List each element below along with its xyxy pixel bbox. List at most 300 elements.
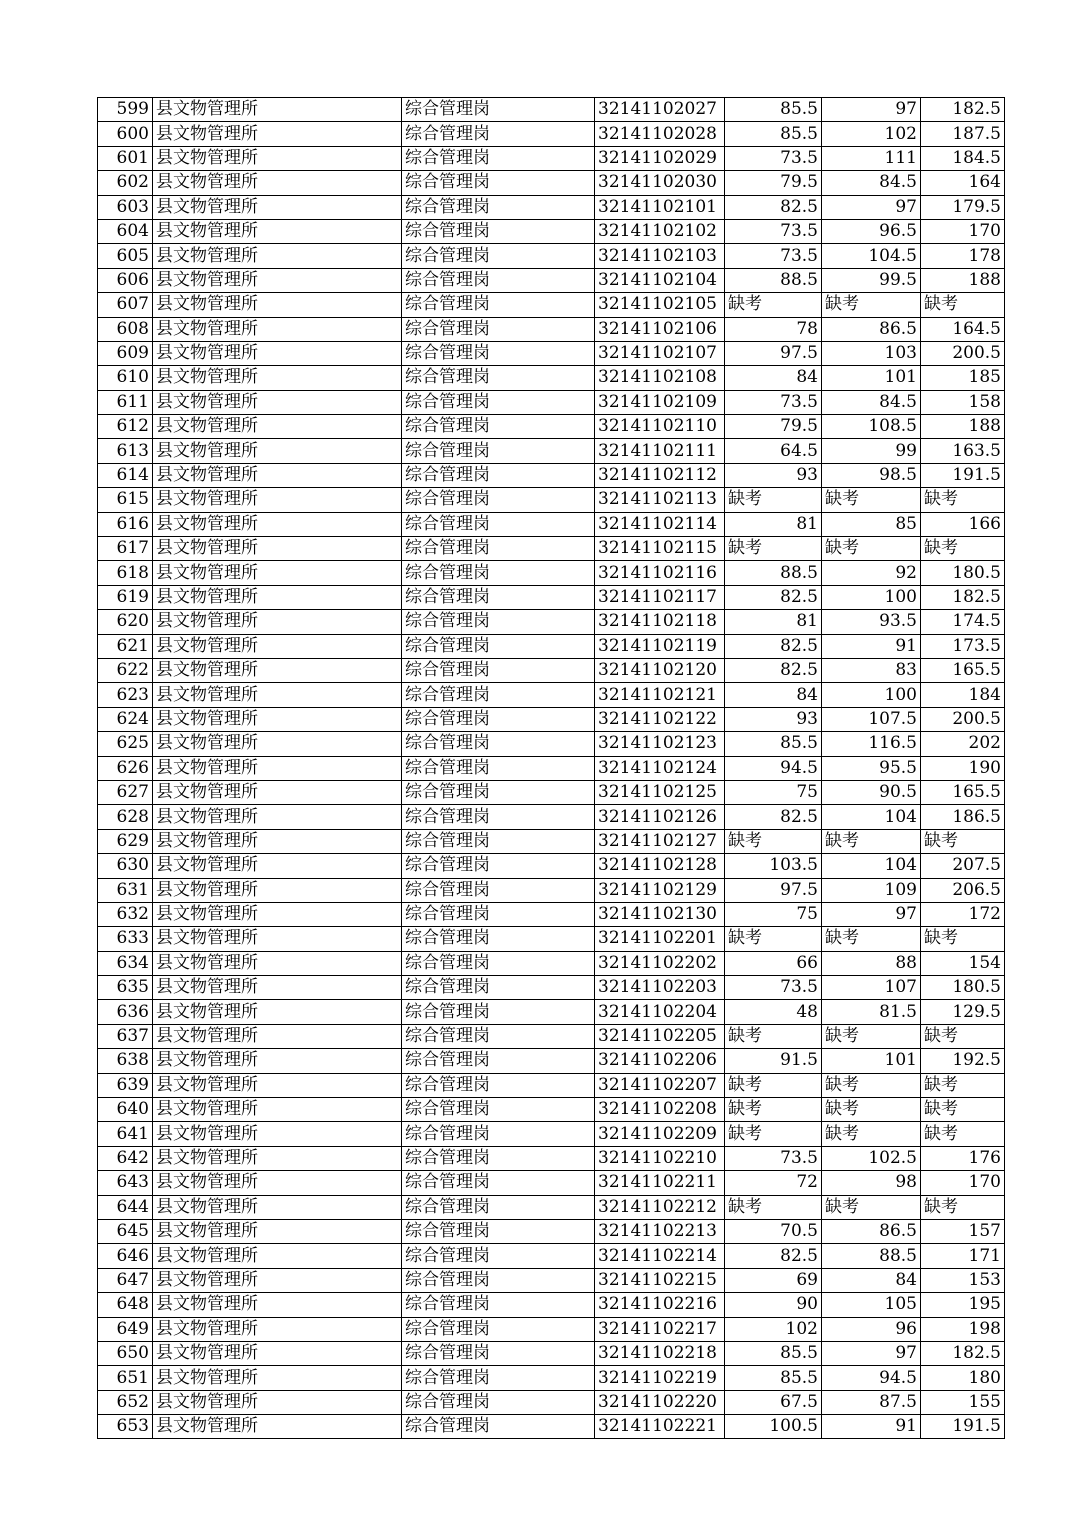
score-2-cell: 缺考 bbox=[822, 927, 921, 951]
table-row bbox=[98, 537, 1005, 561]
row-number-cell: 611 bbox=[98, 390, 153, 414]
total-score-cell: 185 bbox=[921, 366, 1005, 390]
table-row bbox=[98, 927, 1005, 951]
score-2-cell: 缺考 bbox=[822, 488, 921, 512]
score-1-cell: 81 bbox=[725, 610, 822, 634]
table-row bbox=[98, 829, 1005, 853]
total-score-cell: 176 bbox=[921, 1146, 1005, 1170]
unit-cell: 县文物管理所 bbox=[153, 707, 402, 731]
ticket-number-cell: 32141102217 bbox=[595, 1317, 725, 1341]
table-row bbox=[98, 317, 1005, 341]
row-number-cell: 616 bbox=[98, 512, 153, 536]
row-number-cell: 615 bbox=[98, 488, 153, 512]
row-number-cell: 628 bbox=[98, 805, 153, 829]
unit-cell: 县文物管理所 bbox=[153, 171, 402, 195]
score-2-cell: 90.5 bbox=[822, 780, 921, 804]
score-1-cell: 缺考 bbox=[725, 1122, 822, 1146]
post-cell: 综合管理岗 bbox=[402, 1268, 595, 1292]
ticket-number-cell: 32141102207 bbox=[595, 1073, 725, 1097]
table-row bbox=[98, 1415, 1005, 1439]
row-number-cell: 651 bbox=[98, 1366, 153, 1390]
post-cell: 综合管理岗 bbox=[402, 561, 595, 585]
unit-cell: 县文物管理所 bbox=[153, 1268, 402, 1292]
score-1-cell: 85.5 bbox=[725, 1366, 822, 1390]
post-cell: 综合管理岗 bbox=[402, 244, 595, 268]
table-row bbox=[98, 854, 1005, 878]
table-row bbox=[98, 146, 1005, 170]
ticket-number-cell: 32141102129 bbox=[595, 878, 725, 902]
score-2-cell: 缺考 bbox=[822, 1073, 921, 1097]
score-1-cell: 103.5 bbox=[725, 854, 822, 878]
post-cell: 综合管理岗 bbox=[402, 1195, 595, 1219]
score-1-cell: 缺考 bbox=[725, 1073, 822, 1097]
ticket-number-cell: 32141102112 bbox=[595, 463, 725, 487]
post-cell: 综合管理岗 bbox=[402, 122, 595, 146]
score-2-cell: 83 bbox=[822, 658, 921, 682]
score-2-cell: 102 bbox=[822, 122, 921, 146]
row-number-cell: 640 bbox=[98, 1098, 153, 1122]
total-score-cell: 157 bbox=[921, 1219, 1005, 1243]
row-number-cell: 631 bbox=[98, 878, 153, 902]
post-cell: 综合管理岗 bbox=[402, 268, 595, 292]
row-number-cell: 646 bbox=[98, 1244, 153, 1268]
unit-cell: 县文物管理所 bbox=[153, 732, 402, 756]
table-row bbox=[98, 122, 1005, 146]
unit-cell: 县文物管理所 bbox=[153, 1073, 402, 1097]
ticket-number-cell: 32141102202 bbox=[595, 951, 725, 975]
row-number-cell: 645 bbox=[98, 1219, 153, 1243]
total-score-cell: 170 bbox=[921, 219, 1005, 243]
score-1-cell: 82.5 bbox=[725, 805, 822, 829]
ticket-number-cell: 32141102120 bbox=[595, 658, 725, 682]
total-score-cell: 缺考 bbox=[921, 927, 1005, 951]
score-2-cell: 107.5 bbox=[822, 707, 921, 731]
row-number-cell: 653 bbox=[98, 1415, 153, 1439]
unit-cell: 县文物管理所 bbox=[153, 1244, 402, 1268]
score-1-cell: 66 bbox=[725, 951, 822, 975]
table-body bbox=[98, 98, 1005, 1439]
unit-cell: 县文物管理所 bbox=[153, 390, 402, 414]
score-1-cell: 88.5 bbox=[725, 561, 822, 585]
score-1-cell: 81 bbox=[725, 512, 822, 536]
row-number-cell: 609 bbox=[98, 341, 153, 365]
unit-cell: 县文物管理所 bbox=[153, 1098, 402, 1122]
unit-cell: 县文物管理所 bbox=[153, 1219, 402, 1243]
post-cell: 综合管理岗 bbox=[402, 610, 595, 634]
post-cell: 综合管理岗 bbox=[402, 1366, 595, 1390]
post-cell: 综合管理岗 bbox=[402, 1219, 595, 1243]
score-2-cell: 缺考 bbox=[822, 829, 921, 853]
post-cell: 综合管理岗 bbox=[402, 585, 595, 609]
score-1-cell: 85.5 bbox=[725, 122, 822, 146]
table-row bbox=[98, 463, 1005, 487]
ticket-number-cell: 32141102212 bbox=[595, 1195, 725, 1219]
post-cell: 综合管理岗 bbox=[402, 756, 595, 780]
unit-cell: 县文物管理所 bbox=[153, 439, 402, 463]
ticket-number-cell: 32141102213 bbox=[595, 1219, 725, 1243]
total-score-cell: 155 bbox=[921, 1390, 1005, 1414]
unit-cell: 县文物管理所 bbox=[153, 268, 402, 292]
score-1-cell: 85.5 bbox=[725, 98, 822, 122]
total-score-cell: 158 bbox=[921, 390, 1005, 414]
score-1-cell: 缺考 bbox=[725, 927, 822, 951]
total-score-cell: 缺考 bbox=[921, 488, 1005, 512]
post-cell: 综合管理岗 bbox=[402, 219, 595, 243]
row-number-cell: 642 bbox=[98, 1146, 153, 1170]
score-2-cell: 88.5 bbox=[822, 1244, 921, 1268]
post-cell: 综合管理岗 bbox=[402, 439, 595, 463]
score-1-cell: 73.5 bbox=[725, 390, 822, 414]
ticket-number-cell: 32141102111 bbox=[595, 439, 725, 463]
unit-cell: 县文物管理所 bbox=[153, 293, 402, 317]
score-1-cell: 缺考 bbox=[725, 1024, 822, 1048]
post-cell: 综合管理岗 bbox=[402, 1049, 595, 1073]
score-2-cell: 107 bbox=[822, 976, 921, 1000]
score-2-cell: 96 bbox=[822, 1317, 921, 1341]
score-2-cell: 95.5 bbox=[822, 756, 921, 780]
ticket-number-cell: 32141102126 bbox=[595, 805, 725, 829]
score-2-cell: 94.5 bbox=[822, 1366, 921, 1390]
score-2-cell: 91 bbox=[822, 634, 921, 658]
post-cell: 综合管理岗 bbox=[402, 902, 595, 926]
score-2-cell: 98 bbox=[822, 1171, 921, 1195]
score-2-cell: 缺考 bbox=[822, 1122, 921, 1146]
total-score-cell: 缺考 bbox=[921, 1122, 1005, 1146]
table-row bbox=[98, 634, 1005, 658]
total-score-cell: 186.5 bbox=[921, 805, 1005, 829]
row-number-cell: 650 bbox=[98, 1341, 153, 1365]
table-row bbox=[98, 171, 1005, 195]
score-2-cell: 93.5 bbox=[822, 610, 921, 634]
post-cell: 综合管理岗 bbox=[402, 98, 595, 122]
score-2-cell: 缺考 bbox=[822, 537, 921, 561]
row-number-cell: 630 bbox=[98, 854, 153, 878]
row-number-cell: 639 bbox=[98, 1073, 153, 1097]
ticket-number-cell: 32141102114 bbox=[595, 512, 725, 536]
score-1-cell: 48 bbox=[725, 1000, 822, 1024]
score-1-cell: 100.5 bbox=[725, 1415, 822, 1439]
score-1-cell: 79.5 bbox=[725, 415, 822, 439]
unit-cell: 县文物管理所 bbox=[153, 780, 402, 804]
ticket-number-cell: 32141102201 bbox=[595, 927, 725, 951]
unit-cell: 县文物管理所 bbox=[153, 756, 402, 780]
row-number-cell: 643 bbox=[98, 1171, 153, 1195]
table-row bbox=[98, 195, 1005, 219]
total-score-cell: 192.5 bbox=[921, 1049, 1005, 1073]
total-score-cell: 184.5 bbox=[921, 146, 1005, 170]
ticket-number-cell: 32141102121 bbox=[595, 683, 725, 707]
score-1-cell: 73.5 bbox=[725, 976, 822, 1000]
ticket-number-cell: 32141102218 bbox=[595, 1341, 725, 1365]
table-row bbox=[98, 1390, 1005, 1414]
post-cell: 综合管理岗 bbox=[402, 341, 595, 365]
score-2-cell: 111 bbox=[822, 146, 921, 170]
unit-cell: 县文物管理所 bbox=[153, 1122, 402, 1146]
score-2-cell: 116.5 bbox=[822, 732, 921, 756]
score-2-cell: 84.5 bbox=[822, 390, 921, 414]
score-1-cell: 缺考 bbox=[725, 1195, 822, 1219]
table-row bbox=[98, 1317, 1005, 1341]
unit-cell: 县文物管理所 bbox=[153, 537, 402, 561]
total-score-cell: 180 bbox=[921, 1366, 1005, 1390]
score-1-cell: 93 bbox=[725, 463, 822, 487]
row-number-cell: 641 bbox=[98, 1122, 153, 1146]
score-2-cell: 84 bbox=[822, 1268, 921, 1292]
score-1-cell: 82.5 bbox=[725, 634, 822, 658]
table-row bbox=[98, 732, 1005, 756]
ticket-number-cell: 32141102122 bbox=[595, 707, 725, 731]
table-row bbox=[98, 268, 1005, 292]
score-2-cell: 109 bbox=[822, 878, 921, 902]
score-2-cell: 97 bbox=[822, 1341, 921, 1365]
score-2-cell: 86.5 bbox=[822, 1219, 921, 1243]
unit-cell: 县文物管理所 bbox=[153, 341, 402, 365]
total-score-cell: 180.5 bbox=[921, 976, 1005, 1000]
ticket-number-cell: 32141102107 bbox=[595, 341, 725, 365]
post-cell: 综合管理岗 bbox=[402, 732, 595, 756]
total-score-cell: 170 bbox=[921, 1171, 1005, 1195]
total-score-cell: 173.5 bbox=[921, 634, 1005, 658]
row-number-cell: 605 bbox=[98, 244, 153, 268]
row-number-cell: 607 bbox=[98, 293, 153, 317]
score-1-cell: 90 bbox=[725, 1293, 822, 1317]
total-score-cell: 191.5 bbox=[921, 1415, 1005, 1439]
post-cell: 综合管理岗 bbox=[402, 1341, 595, 1365]
score-1-cell: 73.5 bbox=[725, 219, 822, 243]
row-number-cell: 604 bbox=[98, 219, 153, 243]
score-2-cell: 104 bbox=[822, 805, 921, 829]
post-cell: 综合管理岗 bbox=[402, 1390, 595, 1414]
table-row bbox=[98, 658, 1005, 682]
ticket-number-cell: 32141102128 bbox=[595, 854, 725, 878]
total-score-cell: 206.5 bbox=[921, 878, 1005, 902]
total-score-cell: 164 bbox=[921, 171, 1005, 195]
total-score-cell: 165.5 bbox=[921, 780, 1005, 804]
ticket-number-cell: 32141102108 bbox=[595, 366, 725, 390]
row-number-cell: 619 bbox=[98, 585, 153, 609]
score-1-cell: 75 bbox=[725, 902, 822, 926]
post-cell: 综合管理岗 bbox=[402, 1171, 595, 1195]
table-row bbox=[98, 1195, 1005, 1219]
score-2-cell: 104 bbox=[822, 854, 921, 878]
score-2-cell: 96.5 bbox=[822, 219, 921, 243]
unit-cell: 县文物管理所 bbox=[153, 146, 402, 170]
post-cell: 综合管理岗 bbox=[402, 829, 595, 853]
total-score-cell: 200.5 bbox=[921, 707, 1005, 731]
score-1-cell: 79.5 bbox=[725, 171, 822, 195]
total-score-cell: 缺考 bbox=[921, 293, 1005, 317]
total-score-cell: 182.5 bbox=[921, 585, 1005, 609]
total-score-cell: 129.5 bbox=[921, 1000, 1005, 1024]
total-score-cell: 178 bbox=[921, 244, 1005, 268]
unit-cell: 县文物管理所 bbox=[153, 1390, 402, 1414]
table-row bbox=[98, 585, 1005, 609]
score-2-cell: 缺考 bbox=[822, 1195, 921, 1219]
post-cell: 综合管理岗 bbox=[402, 683, 595, 707]
unit-cell: 县文物管理所 bbox=[153, 195, 402, 219]
score-1-cell: 91.5 bbox=[725, 1049, 822, 1073]
score-1-cell: 72 bbox=[725, 1171, 822, 1195]
row-number-cell: 603 bbox=[98, 195, 153, 219]
score-2-cell: 86.5 bbox=[822, 317, 921, 341]
post-cell: 综合管理岗 bbox=[402, 927, 595, 951]
table-row bbox=[98, 1366, 1005, 1390]
score-2-cell: 87.5 bbox=[822, 1390, 921, 1414]
ticket-number-cell: 32141102118 bbox=[595, 610, 725, 634]
total-score-cell: 缺考 bbox=[921, 1195, 1005, 1219]
unit-cell: 县文物管理所 bbox=[153, 1000, 402, 1024]
total-score-cell: 191.5 bbox=[921, 463, 1005, 487]
table-row bbox=[98, 805, 1005, 829]
post-cell: 综合管理岗 bbox=[402, 805, 595, 829]
table-row bbox=[98, 756, 1005, 780]
unit-cell: 县文物管理所 bbox=[153, 1317, 402, 1341]
post-cell: 综合管理岗 bbox=[402, 488, 595, 512]
table-row bbox=[98, 1122, 1005, 1146]
table-row bbox=[98, 1073, 1005, 1097]
score-1-cell: 85.5 bbox=[725, 1341, 822, 1365]
ticket-number-cell: 32141102119 bbox=[595, 634, 725, 658]
total-score-cell: 200.5 bbox=[921, 341, 1005, 365]
row-number-cell: 621 bbox=[98, 634, 153, 658]
score-2-cell: 97 bbox=[822, 98, 921, 122]
row-number-cell: 632 bbox=[98, 902, 153, 926]
post-cell: 综合管理岗 bbox=[402, 658, 595, 682]
table-row bbox=[98, 1293, 1005, 1317]
total-score-cell: 184 bbox=[921, 683, 1005, 707]
unit-cell: 县文物管理所 bbox=[153, 829, 402, 853]
unit-cell: 县文物管理所 bbox=[153, 1366, 402, 1390]
ticket-number-cell: 32141102116 bbox=[595, 561, 725, 585]
score-1-cell: 75 bbox=[725, 780, 822, 804]
score-1-cell: 73.5 bbox=[725, 1146, 822, 1170]
ticket-number-cell: 32141102211 bbox=[595, 1171, 725, 1195]
unit-cell: 县文物管理所 bbox=[153, 854, 402, 878]
ticket-number-cell: 32141102030 bbox=[595, 171, 725, 195]
unit-cell: 县文物管理所 bbox=[153, 415, 402, 439]
total-score-cell: 188 bbox=[921, 268, 1005, 292]
ticket-number-cell: 32141102215 bbox=[595, 1268, 725, 1292]
post-cell: 综合管理岗 bbox=[402, 463, 595, 487]
score-2-cell: 108.5 bbox=[822, 415, 921, 439]
score-1-cell: 64.5 bbox=[725, 439, 822, 463]
row-number-cell: 629 bbox=[98, 829, 153, 853]
ticket-number-cell: 32141102205 bbox=[595, 1024, 725, 1048]
table-row bbox=[98, 902, 1005, 926]
table-row bbox=[98, 415, 1005, 439]
unit-cell: 县文物管理所 bbox=[153, 658, 402, 682]
unit-cell: 县文物管理所 bbox=[153, 219, 402, 243]
table-row bbox=[98, 219, 1005, 243]
total-score-cell: 163.5 bbox=[921, 439, 1005, 463]
ticket-number-cell: 32141102210 bbox=[595, 1146, 725, 1170]
post-cell: 综合管理岗 bbox=[402, 293, 595, 317]
ticket-number-cell: 32141102027 bbox=[595, 98, 725, 122]
ticket-number-cell: 32141102130 bbox=[595, 902, 725, 926]
table-row bbox=[98, 610, 1005, 634]
unit-cell: 县文物管理所 bbox=[153, 366, 402, 390]
post-cell: 综合管理岗 bbox=[402, 951, 595, 975]
score-1-cell: 70.5 bbox=[725, 1219, 822, 1243]
row-number-cell: 634 bbox=[98, 951, 153, 975]
ticket-number-cell: 32141102117 bbox=[595, 585, 725, 609]
table-row bbox=[98, 244, 1005, 268]
row-number-cell: 606 bbox=[98, 268, 153, 292]
post-cell: 综合管理岗 bbox=[402, 537, 595, 561]
total-score-cell: 171 bbox=[921, 1244, 1005, 1268]
ticket-number-cell: 32141102113 bbox=[595, 488, 725, 512]
score-2-cell: 缺考 bbox=[822, 1024, 921, 1048]
unit-cell: 县文物管理所 bbox=[153, 927, 402, 951]
table-row bbox=[98, 780, 1005, 804]
total-score-cell: 166 bbox=[921, 512, 1005, 536]
total-score-cell: 190 bbox=[921, 756, 1005, 780]
post-cell: 综合管理岗 bbox=[402, 976, 595, 1000]
post-cell: 综合管理岗 bbox=[402, 195, 595, 219]
score-1-cell: 97.5 bbox=[725, 878, 822, 902]
row-number-cell: 652 bbox=[98, 1390, 153, 1414]
row-number-cell: 644 bbox=[98, 1195, 153, 1219]
ticket-number-cell: 32141102110 bbox=[595, 415, 725, 439]
unit-cell: 县文物管理所 bbox=[153, 1146, 402, 1170]
post-cell: 综合管理岗 bbox=[402, 390, 595, 414]
score-1-cell: 82.5 bbox=[725, 1244, 822, 1268]
unit-cell: 县文物管理所 bbox=[153, 902, 402, 926]
post-cell: 综合管理岗 bbox=[402, 1098, 595, 1122]
row-number-cell: 647 bbox=[98, 1268, 153, 1292]
row-number-cell: 626 bbox=[98, 756, 153, 780]
ticket-number-cell: 32141102208 bbox=[595, 1098, 725, 1122]
post-cell: 综合管理岗 bbox=[402, 1024, 595, 1048]
post-cell: 综合管理岗 bbox=[402, 1000, 595, 1024]
score-1-cell: 82.5 bbox=[725, 658, 822, 682]
unit-cell: 县文物管理所 bbox=[153, 878, 402, 902]
total-score-cell: 缺考 bbox=[921, 1073, 1005, 1097]
score-2-cell: 105 bbox=[822, 1293, 921, 1317]
unit-cell: 县文物管理所 bbox=[153, 317, 402, 341]
row-number-cell: 620 bbox=[98, 610, 153, 634]
ticket-number-cell: 32141102028 bbox=[595, 122, 725, 146]
score-1-cell: 93 bbox=[725, 707, 822, 731]
total-score-cell: 164.5 bbox=[921, 317, 1005, 341]
score-2-cell: 84.5 bbox=[822, 171, 921, 195]
row-number-cell: 649 bbox=[98, 1317, 153, 1341]
row-number-cell: 600 bbox=[98, 122, 153, 146]
score-1-cell: 73.5 bbox=[725, 244, 822, 268]
total-score-cell: 195 bbox=[921, 1293, 1005, 1317]
total-score-cell: 154 bbox=[921, 951, 1005, 975]
score-1-cell: 缺考 bbox=[725, 1098, 822, 1122]
table-row bbox=[98, 1024, 1005, 1048]
unit-cell: 县文物管理所 bbox=[153, 1415, 402, 1439]
score-1-cell: 缺考 bbox=[725, 537, 822, 561]
row-number-cell: 602 bbox=[98, 171, 153, 195]
table-row bbox=[98, 976, 1005, 1000]
row-number-cell: 622 bbox=[98, 658, 153, 682]
table-row bbox=[98, 1219, 1005, 1243]
ticket-number-cell: 32141102206 bbox=[595, 1049, 725, 1073]
unit-cell: 县文物管理所 bbox=[153, 805, 402, 829]
unit-cell: 县文物管理所 bbox=[153, 634, 402, 658]
score-1-cell: 缺考 bbox=[725, 829, 822, 853]
row-number-cell: 623 bbox=[98, 683, 153, 707]
post-cell: 综合管理岗 bbox=[402, 1317, 595, 1341]
table-row bbox=[98, 1244, 1005, 1268]
score-2-cell: 102.5 bbox=[822, 1146, 921, 1170]
total-score-cell: 187.5 bbox=[921, 122, 1005, 146]
score-2-cell: 97 bbox=[822, 195, 921, 219]
score-2-cell: 99.5 bbox=[822, 268, 921, 292]
